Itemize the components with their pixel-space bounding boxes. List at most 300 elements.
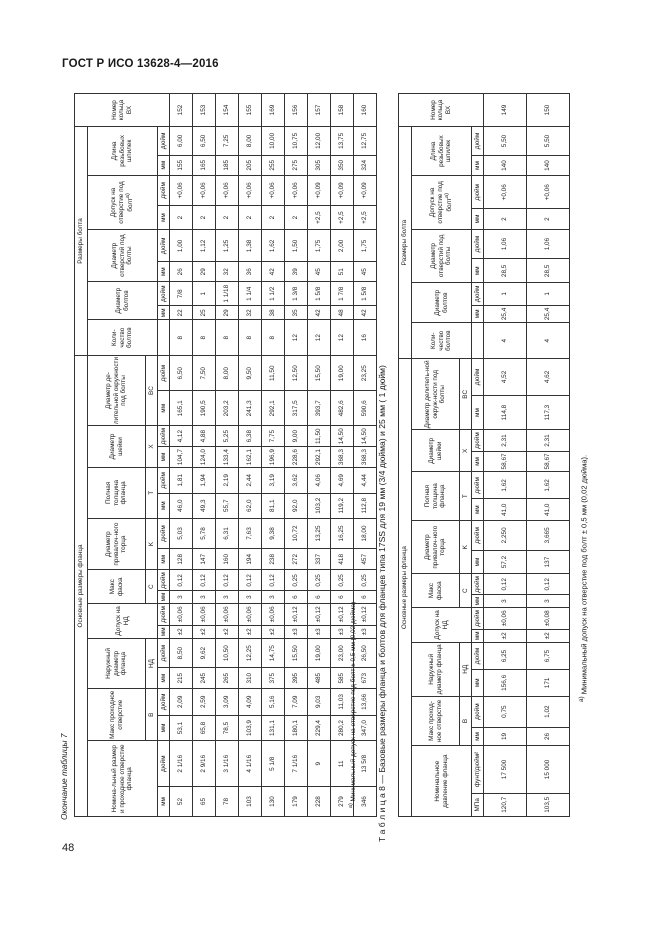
t8-h-hole-dia: Диаметр отверстий под болты bbox=[412, 229, 472, 283]
table-cell: 140 bbox=[527, 155, 570, 175]
table-cell: 457 bbox=[354, 549, 377, 570]
t7-h-chamfer: Макс фаска bbox=[88, 570, 146, 603]
table-cell: +0,09 bbox=[308, 175, 331, 205]
table-cell: 6 bbox=[354, 591, 377, 604]
unit-mm: мм bbox=[472, 395, 484, 430]
unit-mm: мм bbox=[472, 595, 484, 608]
unit-in: дюйм bbox=[472, 472, 484, 499]
table-cell: +0,06 bbox=[193, 175, 216, 205]
t8-h-thickness: Полная толщина фланца bbox=[412, 472, 460, 521]
table-cell: 160 bbox=[354, 94, 377, 127]
table-cell: 3 bbox=[193, 591, 216, 604]
table-cell: 2 bbox=[239, 205, 262, 229]
table-cell: 152 bbox=[170, 94, 193, 127]
table-cell: 418 bbox=[331, 549, 354, 570]
table-cell: 2,31 bbox=[527, 430, 570, 451]
table-cell: 1 3/8 bbox=[285, 282, 308, 306]
table-cell: 12,25 bbox=[239, 638, 262, 667]
table-cell: 9,03 bbox=[308, 689, 331, 716]
table-cell: 58,67 bbox=[484, 451, 527, 472]
table-cell: 103,2 bbox=[308, 493, 331, 518]
table-cell: 0,12 bbox=[527, 574, 570, 595]
unit-mm: мм bbox=[158, 155, 170, 175]
table-cell: 92,0 bbox=[285, 493, 308, 518]
t7-sym-x: X bbox=[146, 426, 158, 468]
table-row bbox=[527, 94, 570, 817]
table-cell: 2 bbox=[170, 205, 193, 229]
t8-h-hub: Диаметр шейки bbox=[412, 430, 460, 472]
t8-h-od-tol: Допуск на НД bbox=[412, 607, 472, 642]
table-cell: 41,0 bbox=[527, 499, 570, 521]
table-cell: 292,1 bbox=[308, 447, 331, 468]
table-cell: 32 bbox=[216, 262, 239, 282]
table-cell: 13,25 bbox=[308, 518, 331, 548]
table-cell: 23,25 bbox=[354, 355, 377, 391]
table-cell: 337 bbox=[308, 549, 331, 570]
table-cell: 8 bbox=[216, 320, 239, 356]
t8-h-bolt-dia: Диаметр болтов bbox=[412, 283, 472, 323]
table-cell: 2 1/16 bbox=[170, 741, 193, 787]
table-cell: 205 bbox=[239, 155, 262, 175]
table-cell: 117,3 bbox=[527, 395, 570, 430]
table-cell: 4 1/16 bbox=[239, 741, 262, 787]
table-cell: 149 bbox=[484, 94, 527, 127]
table-cell: 2 bbox=[285, 205, 308, 229]
t7-h-bolt-count: Коли-чество болтов bbox=[88, 320, 158, 356]
table-cell: 52 bbox=[170, 787, 193, 817]
unit-in: дюйм bbox=[472, 229, 484, 259]
table-cell: 2,31 bbox=[484, 430, 527, 451]
table-cell: +0,09 bbox=[331, 175, 354, 205]
table7-continuation-title: Окончание таблицы 7 bbox=[60, 733, 69, 820]
table-cell: 3 bbox=[216, 591, 239, 604]
table-cell: 5,50 bbox=[527, 127, 570, 156]
table-row bbox=[239, 94, 262, 817]
table-cell: 1 7/8 bbox=[331, 282, 354, 306]
t8-h-chamfer: Макс фаска bbox=[412, 574, 460, 608]
table-cell: 7/8 bbox=[170, 282, 193, 306]
unit-in: дюйм bbox=[472, 642, 484, 669]
table-cell: 8 bbox=[170, 320, 193, 356]
table-cell: 0,25 bbox=[285, 570, 308, 591]
table-cell: 368,3 bbox=[331, 447, 354, 468]
t8-body bbox=[484, 94, 570, 817]
table-cell: 14,75 bbox=[262, 638, 285, 667]
table-cell: 12 bbox=[308, 320, 331, 356]
t7-group-bolt: Размеры болта bbox=[75, 127, 88, 356]
table-cell: 119,2 bbox=[331, 493, 354, 518]
unit-in: дюйм bbox=[158, 570, 170, 591]
table-cell: 6,50 bbox=[193, 127, 216, 156]
table-cell: 7 1/16 bbox=[285, 741, 308, 787]
table-cell: 1,00 bbox=[170, 230, 193, 262]
table-cell: 375 bbox=[262, 668, 285, 689]
table-cell: 3,665 bbox=[527, 520, 570, 550]
t8-h-ring: Номер кольца ВХ bbox=[399, 94, 484, 127]
table-cell: 6,31 bbox=[216, 518, 239, 548]
table-cell: 5,03 bbox=[170, 518, 193, 548]
table-cell: 48 bbox=[331, 306, 354, 320]
table-cell: 32 bbox=[239, 306, 262, 320]
table-cell: 4,88 bbox=[193, 426, 216, 447]
unit-in: дюйм bbox=[472, 574, 484, 595]
unit-in: дюйм bbox=[158, 518, 170, 548]
table-cell: 16,25 bbox=[331, 518, 354, 548]
table-cell: 155 bbox=[170, 155, 193, 175]
table-cell: 305 bbox=[308, 155, 331, 175]
table-cell: 1,38 bbox=[239, 230, 262, 262]
table-cell: 165 bbox=[193, 155, 216, 175]
table-cell: 12,75 bbox=[354, 127, 377, 156]
t7-sym-k: K bbox=[146, 518, 158, 570]
unit-mm: мм bbox=[158, 668, 170, 689]
table-cell: 8,00 bbox=[239, 127, 262, 156]
unit-mm: мм bbox=[158, 262, 170, 282]
table-cell: 347,0 bbox=[354, 715, 377, 741]
table-cell: 133,4 bbox=[216, 447, 239, 468]
table-cell: 4,09 bbox=[239, 689, 262, 716]
table-cell: 194 bbox=[239, 549, 262, 570]
table-cell: 140 bbox=[484, 155, 527, 175]
table-cell: 3,09 bbox=[216, 689, 239, 716]
unit-blank bbox=[158, 320, 170, 356]
table-cell: 13,75 bbox=[331, 127, 354, 156]
unit-mm: мм bbox=[158, 549, 170, 570]
table-cell: 14,50 bbox=[354, 426, 377, 447]
table-cell: +0,06 bbox=[484, 176, 527, 209]
table-cell: 279 bbox=[331, 787, 354, 817]
unit-mm: мм bbox=[158, 625, 170, 638]
table-cell: 160 bbox=[216, 549, 239, 570]
standard-header: ГОСТ Р ИСО 13628-4—2016 bbox=[62, 58, 219, 70]
table-cell: 292,1 bbox=[262, 391, 285, 426]
table-cell: 215 bbox=[170, 668, 193, 689]
table-row bbox=[484, 94, 527, 817]
table-cell: 0,75 bbox=[484, 696, 527, 727]
table-cell: 23,00 bbox=[331, 638, 354, 667]
table-cell: 1,94 bbox=[193, 467, 216, 493]
unit-in: дюйм bbox=[158, 603, 170, 625]
table-cell: 3 bbox=[170, 591, 193, 604]
unit-in: дюйм bbox=[472, 696, 484, 727]
table-cell: 131,1 bbox=[262, 715, 285, 741]
table-cell: 155 bbox=[239, 94, 262, 127]
table-cell: 104,7 bbox=[170, 447, 193, 468]
table-cell: 162,1 bbox=[239, 447, 262, 468]
table-cell: ±0,12 bbox=[285, 603, 308, 625]
table-cell: 10,75 bbox=[285, 127, 308, 156]
table-cell: 58,67 bbox=[527, 451, 570, 472]
table-cell: 196,9 bbox=[262, 447, 285, 468]
unit-in: дюйм bbox=[472, 607, 484, 629]
unit-mm: мм bbox=[472, 499, 484, 521]
table-cell: 15 000 bbox=[527, 746, 570, 793]
table-cell: 2 bbox=[262, 205, 285, 229]
unit-in: дюйм bbox=[472, 127, 484, 156]
table-cell: ±0,12 bbox=[308, 603, 331, 625]
table7-grid bbox=[74, 93, 377, 817]
t7-h-raised-face: Диаметр привалоч-ного торца bbox=[88, 518, 146, 570]
table-cell: 1,62 bbox=[262, 230, 285, 262]
t7-sym-c: C bbox=[146, 570, 158, 603]
table-cell: 0,12 bbox=[484, 574, 527, 595]
table-cell: 165,1 bbox=[170, 391, 193, 426]
table-cell: 19,00 bbox=[308, 638, 331, 667]
unit-in: дюйм bbox=[472, 520, 484, 550]
unit-mm: мм bbox=[472, 305, 484, 323]
table-cell: ±0,06 bbox=[239, 603, 262, 625]
table-cell: 4,12 bbox=[170, 426, 193, 447]
table-cell: 0,25 bbox=[331, 570, 354, 591]
table-cell: 4,69 bbox=[331, 467, 354, 493]
table-cell: +0,06 bbox=[527, 176, 570, 209]
table-cell: 1,12 bbox=[193, 230, 216, 262]
table-cell: 2,19 bbox=[216, 467, 239, 493]
table-cell: 65,8 bbox=[193, 715, 216, 741]
table-cell: 12,50 bbox=[285, 355, 308, 391]
unit-mm: мм bbox=[472, 629, 484, 642]
table-cell: 6,75 bbox=[527, 642, 570, 669]
table-cell: +0,06 bbox=[262, 175, 285, 205]
table-cell: 12,00 bbox=[308, 127, 331, 156]
table-cell: 1,02 bbox=[527, 696, 570, 727]
table-cell: 280,2 bbox=[331, 715, 354, 741]
table-cell: 78,5 bbox=[216, 715, 239, 741]
table-cell: 350 bbox=[331, 155, 354, 175]
table-cell: 2,09 bbox=[170, 689, 193, 716]
t8-sym-b: B bbox=[460, 696, 472, 746]
table-cell: 14,50 bbox=[331, 426, 354, 447]
table-cell: 156 bbox=[285, 94, 308, 127]
table-cell: ±0,08 bbox=[527, 607, 570, 629]
t7-h-od: Наружный диаметр фланца bbox=[88, 638, 146, 688]
table-cell: 393,7 bbox=[308, 391, 331, 426]
table-cell: ±3 bbox=[308, 625, 331, 638]
table-cell: 1 bbox=[484, 283, 527, 305]
table-cell: 128 bbox=[170, 549, 193, 570]
table-cell: 2,44 bbox=[239, 467, 262, 493]
unit-mm: мм bbox=[158, 493, 170, 518]
table-cell: 46,0 bbox=[170, 493, 193, 518]
table-cell: 19 bbox=[484, 727, 527, 746]
table-cell: ±2 bbox=[193, 625, 216, 638]
t7-sym-od: НД bbox=[146, 638, 158, 688]
table-cell: +0,06 bbox=[285, 175, 308, 205]
table8-footnote: $^{a)}$ Минимальный допуск на отверстие под болт ± 0,5 мм (0,02 дюйма). bbox=[578, 454, 589, 702]
table-cell: 112,8 bbox=[354, 493, 377, 518]
table-cell: 0,12 bbox=[262, 570, 285, 591]
table-cell: 157 bbox=[308, 94, 331, 127]
table-cell: 2 bbox=[216, 205, 239, 229]
table-cell: 8 bbox=[239, 320, 262, 356]
table-cell: ±0,12 bbox=[331, 603, 354, 625]
table-cell: 10,00 bbox=[262, 127, 285, 156]
table-cell: 42 bbox=[262, 262, 285, 282]
table-cell: 156,6 bbox=[484, 670, 527, 696]
unit-mm: мм bbox=[158, 787, 170, 817]
table-cell: 2,250 bbox=[484, 520, 527, 550]
table-cell: ±0,12 bbox=[354, 603, 377, 625]
unit-mm: мм bbox=[158, 306, 170, 320]
table-cell: 12 bbox=[331, 320, 354, 356]
table-cell: 190,5 bbox=[193, 391, 216, 426]
unit-blank bbox=[472, 323, 484, 359]
table-cell: 9,38 bbox=[262, 518, 285, 548]
unit-in: дюйм bbox=[158, 355, 170, 391]
table-cell: 1,06 bbox=[527, 229, 570, 259]
table-cell: 4 bbox=[484, 323, 527, 359]
table-cell: 57,2 bbox=[484, 550, 527, 574]
table-cell: 6,38 bbox=[239, 426, 262, 447]
unit-in: дюйм bbox=[158, 426, 170, 447]
table-cell: 169 bbox=[262, 94, 285, 127]
unit-in: дюйм bbox=[158, 175, 170, 205]
table-cell: 1 bbox=[527, 283, 570, 305]
table-cell: 2,59 bbox=[193, 689, 216, 716]
table-cell: +0,06 bbox=[239, 175, 262, 205]
table-cell: ±0,06 bbox=[484, 607, 527, 629]
t8-h-bolt-count: Коли-чество болтов bbox=[412, 323, 472, 359]
table-cell: 2 9/16 bbox=[193, 741, 216, 787]
table-cell: 11 bbox=[331, 741, 354, 787]
table-cell: ±2 bbox=[527, 629, 570, 642]
table-cell: 2 bbox=[527, 209, 570, 229]
table-cell: 17 500 bbox=[484, 746, 527, 793]
table-cell: 1 1/18 bbox=[216, 282, 239, 306]
table-cell: 0,25 bbox=[308, 570, 331, 591]
table-cell: +2,5 bbox=[308, 205, 331, 229]
table-cell: 5 1/8 bbox=[262, 741, 285, 787]
table-cell: 4,52 bbox=[484, 359, 527, 396]
t7-h-stud-len: Длина резьбовых шпилек bbox=[88, 127, 158, 176]
table-cell: 62,0 bbox=[239, 493, 262, 518]
table-cell: 9,62 bbox=[193, 638, 216, 667]
table-cell: 1,25 bbox=[216, 230, 239, 262]
table-cell: 1,62 bbox=[527, 472, 570, 499]
table-cell: 10,50 bbox=[216, 638, 239, 667]
table-cell: 7,50 bbox=[193, 355, 216, 391]
table-cell: ±3 bbox=[285, 625, 308, 638]
table-cell: 29 bbox=[216, 306, 239, 320]
table-cell: 0,25 bbox=[354, 570, 377, 591]
unit-mm: мм bbox=[158, 391, 170, 426]
table7-footnote: $^{a)}$ Минимальный допуск на отверстие под болт ± 0,5 мм (0,02 дюйма) bbox=[348, 601, 358, 808]
table-cell: 482,6 bbox=[331, 391, 354, 426]
table-cell: 51 bbox=[331, 262, 354, 282]
table-cell: 5,25 bbox=[216, 426, 239, 447]
table-cell: ±3 bbox=[331, 625, 354, 638]
t7-h-hole-dia: Диаметр отверстий под болты bbox=[88, 230, 158, 282]
table-cell: 3 bbox=[239, 591, 262, 604]
t7-group-flange: Основные размеры фланца bbox=[75, 355, 88, 816]
t7-h-ring: Номер кольца ВХ bbox=[75, 94, 170, 127]
table-cell: 673 bbox=[354, 668, 377, 689]
unit-in: дюйм bbox=[158, 230, 170, 262]
table-cell: 5,16 bbox=[262, 689, 285, 716]
table-cell: 36 bbox=[239, 262, 262, 282]
table8 bbox=[398, 93, 570, 817]
table-cell: 120,7 bbox=[484, 793, 527, 816]
table-cell: 3,62 bbox=[285, 467, 308, 493]
table-cell: 13,66 bbox=[354, 689, 377, 716]
table-cell: 272 bbox=[285, 549, 308, 570]
table-cell: 103 bbox=[239, 787, 262, 817]
table-cell: 585 bbox=[331, 668, 354, 689]
table-cell: 5,78 bbox=[193, 518, 216, 548]
table-cell: 55,7 bbox=[216, 493, 239, 518]
table-cell: 130 bbox=[262, 787, 285, 817]
table-cell: 137 bbox=[527, 550, 570, 574]
t8-h-bolt-circle: Диаметр делитель-ной окруж-ности под болты bbox=[412, 359, 460, 430]
table-cell: 26,50 bbox=[354, 638, 377, 667]
t8-sym-c: C bbox=[460, 574, 472, 608]
table-cell: 485 bbox=[308, 668, 331, 689]
table-row bbox=[216, 94, 239, 817]
table-cell: 147 bbox=[193, 549, 216, 570]
table-cell: 78 bbox=[216, 787, 239, 817]
table-cell: 185 bbox=[216, 155, 239, 175]
table-cell: 11,03 bbox=[331, 689, 354, 716]
table-cell: 3 bbox=[262, 591, 285, 604]
t7-h-od-tol: Допуск на НД bbox=[88, 603, 158, 638]
t8-group-flange: Основные размеры фланца bbox=[399, 359, 412, 817]
unit-mm: мм bbox=[472, 727, 484, 746]
table-cell: ±2 bbox=[262, 625, 285, 638]
table-cell: 1,81 bbox=[170, 467, 193, 493]
table-row bbox=[308, 94, 331, 817]
page-number: 48 bbox=[62, 842, 75, 854]
table-cell: 6,50 bbox=[170, 355, 193, 391]
unit-mpa: МПа bbox=[472, 793, 484, 816]
table-cell: 241,3 bbox=[239, 391, 262, 426]
table-cell: 25,4 bbox=[527, 305, 570, 323]
t7-sym-t: T bbox=[146, 467, 158, 518]
table-cell: 245 bbox=[193, 668, 216, 689]
table-cell: 1 5/8 bbox=[354, 282, 377, 306]
table-cell: 8 bbox=[262, 320, 285, 356]
table-cell: 15,50 bbox=[285, 638, 308, 667]
table-cell: 42 bbox=[354, 306, 377, 320]
table-cell: 26 bbox=[170, 262, 193, 282]
table-cell: ±0,06 bbox=[193, 603, 216, 625]
unit-in: дюйм bbox=[158, 638, 170, 667]
table-cell: 3 bbox=[484, 595, 527, 608]
table-cell: ±2 bbox=[239, 625, 262, 638]
unit-in: дюйм bbox=[158, 741, 170, 787]
t8-group-bolt: Размеры болта bbox=[399, 127, 412, 359]
table-cell: 13 5/8 bbox=[354, 741, 377, 787]
table-cell: +2,5 bbox=[331, 205, 354, 229]
t7-h-hole-tol: Допуск на отверстие под болт$^{a)}$ bbox=[88, 175, 158, 229]
table-cell: 8,00 bbox=[216, 355, 239, 391]
table-cell: 42 bbox=[308, 306, 331, 320]
table-cell: +2,5 bbox=[354, 205, 377, 229]
unit-mm: мм bbox=[158, 205, 170, 229]
table-cell: 124,0 bbox=[193, 447, 216, 468]
unit-mm: мм bbox=[472, 550, 484, 574]
t7-h-bore: Макс проходное отверстие bbox=[88, 689, 146, 741]
unit-mm: мм bbox=[472, 209, 484, 229]
table-cell: 368,3 bbox=[354, 447, 377, 468]
table-cell: 150 bbox=[527, 94, 570, 127]
table-cell: 103,9 bbox=[239, 715, 262, 741]
table-cell: ±0,06 bbox=[262, 603, 285, 625]
unit-mm: мм bbox=[472, 670, 484, 696]
t8-sym-t: T bbox=[460, 472, 472, 521]
t8-h-pressure: Номинальное давление фланца bbox=[412, 746, 472, 817]
t8-h-bore: Макс проход-ное отверстие bbox=[412, 696, 460, 746]
table-cell: +0,06 bbox=[170, 175, 193, 205]
